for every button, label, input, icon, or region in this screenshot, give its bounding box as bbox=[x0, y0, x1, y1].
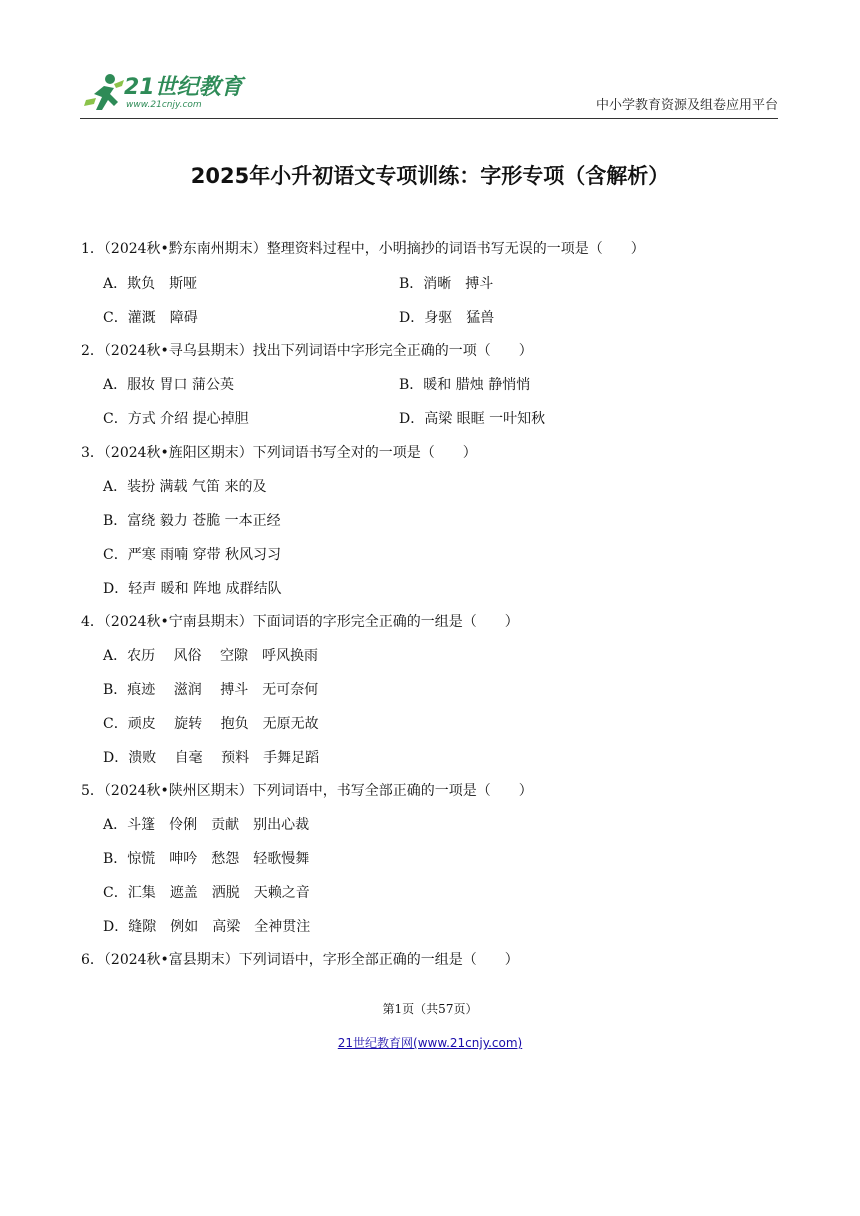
option-b: B．惊慌 呻吟 愁怨 轻歌慢舞 bbox=[103, 851, 310, 867]
option-c: C．方式 介绍 提心掉胆 bbox=[103, 411, 249, 427]
page-header bbox=[80, 64, 778, 118]
logo-wordmark: 21世纪教育 bbox=[124, 75, 243, 100]
question-stem: 1．（2024秋•黔东南州期末）整理资料过程中，小明摘抄的词语书写无误的一项是（ ） bbox=[81, 241, 645, 257]
option-b: B．消晰 搏斗 bbox=[399, 276, 494, 292]
logo-url: www.21cnjy.com bbox=[126, 100, 202, 110]
page-number: 第1页（共57页） bbox=[382, 1002, 478, 1016]
option-d: D．轻声 暖和 阵地 成群结队 bbox=[103, 581, 282, 597]
question-stem: 2．（2024秋•寻乌县期末）找出下列词语中字形完全正确的一项（ ） bbox=[81, 343, 533, 359]
option-c: C．汇集 遮盖 洒脱 天赖之音 bbox=[103, 885, 310, 901]
option-a: A．欺负 斯哑 bbox=[103, 276, 198, 292]
question-stem: 5．（2024秋•陕州区期末）下列词语中，书写全部正确的一项是（ ） bbox=[81, 783, 533, 799]
option-a: A．服妆 胃口 蒲公英 bbox=[103, 377, 235, 393]
option-d: D．溃败 自毫 预料 手舞足蹈 bbox=[103, 750, 320, 766]
question-stem: 6．（2024秋•富县期末）下列词语中，字形全部正确的一组是（ ） bbox=[81, 952, 519, 968]
option-a: A．斗篷 伶俐 贡献 别出心裁 bbox=[103, 817, 310, 833]
option-c: C．顽皮 旋转 抱负 无原无故 bbox=[103, 716, 319, 732]
option-a: A．农历 风俗 空隙 呼风换雨 bbox=[103, 648, 319, 664]
option-b: B．富绕 毅力 苍脆 一本正经 bbox=[103, 513, 281, 529]
question-stem: 4．（2024秋•宁南县期末）下面词语的字形完全正确的一组是（ ） bbox=[81, 614, 519, 630]
option-c: C．严寒 雨喃 穿带 秋风习习 bbox=[103, 547, 282, 563]
option-d: D．身驱 猛兽 bbox=[399, 310, 495, 326]
option-d: D．高梁 眼眶 一叶知秋 bbox=[399, 411, 546, 427]
option-a: A．装扮 满载 气笛 来的及 bbox=[103, 479, 267, 495]
option-b: B．暖和 腊烛 静悄悄 bbox=[399, 377, 531, 393]
runner-icon bbox=[80, 70, 126, 116]
footer-link[interactable]: 21世纪教育网(www.21cnjy.com) bbox=[337, 1036, 523, 1050]
option-c: C．灌溉 障碍 bbox=[103, 310, 198, 326]
platform-label: 中小学教育资源及组卷应用平台 bbox=[595, 98, 778, 113]
option-d: D．缝隙 例如 高梁 全神贯注 bbox=[103, 919, 311, 935]
option-b: B．痕迹 滋润 搏斗 无可奈何 bbox=[103, 682, 319, 698]
document-title: 2025年小升初语文专项训练：字形专项（含解析） bbox=[190, 164, 670, 188]
question-stem: 3．（2024秋•旌阳区期末）下列词语书写全对的一项是（ ） bbox=[81, 445, 477, 461]
site-logo[interactable] bbox=[80, 70, 255, 116]
header-divider bbox=[80, 118, 778, 119]
